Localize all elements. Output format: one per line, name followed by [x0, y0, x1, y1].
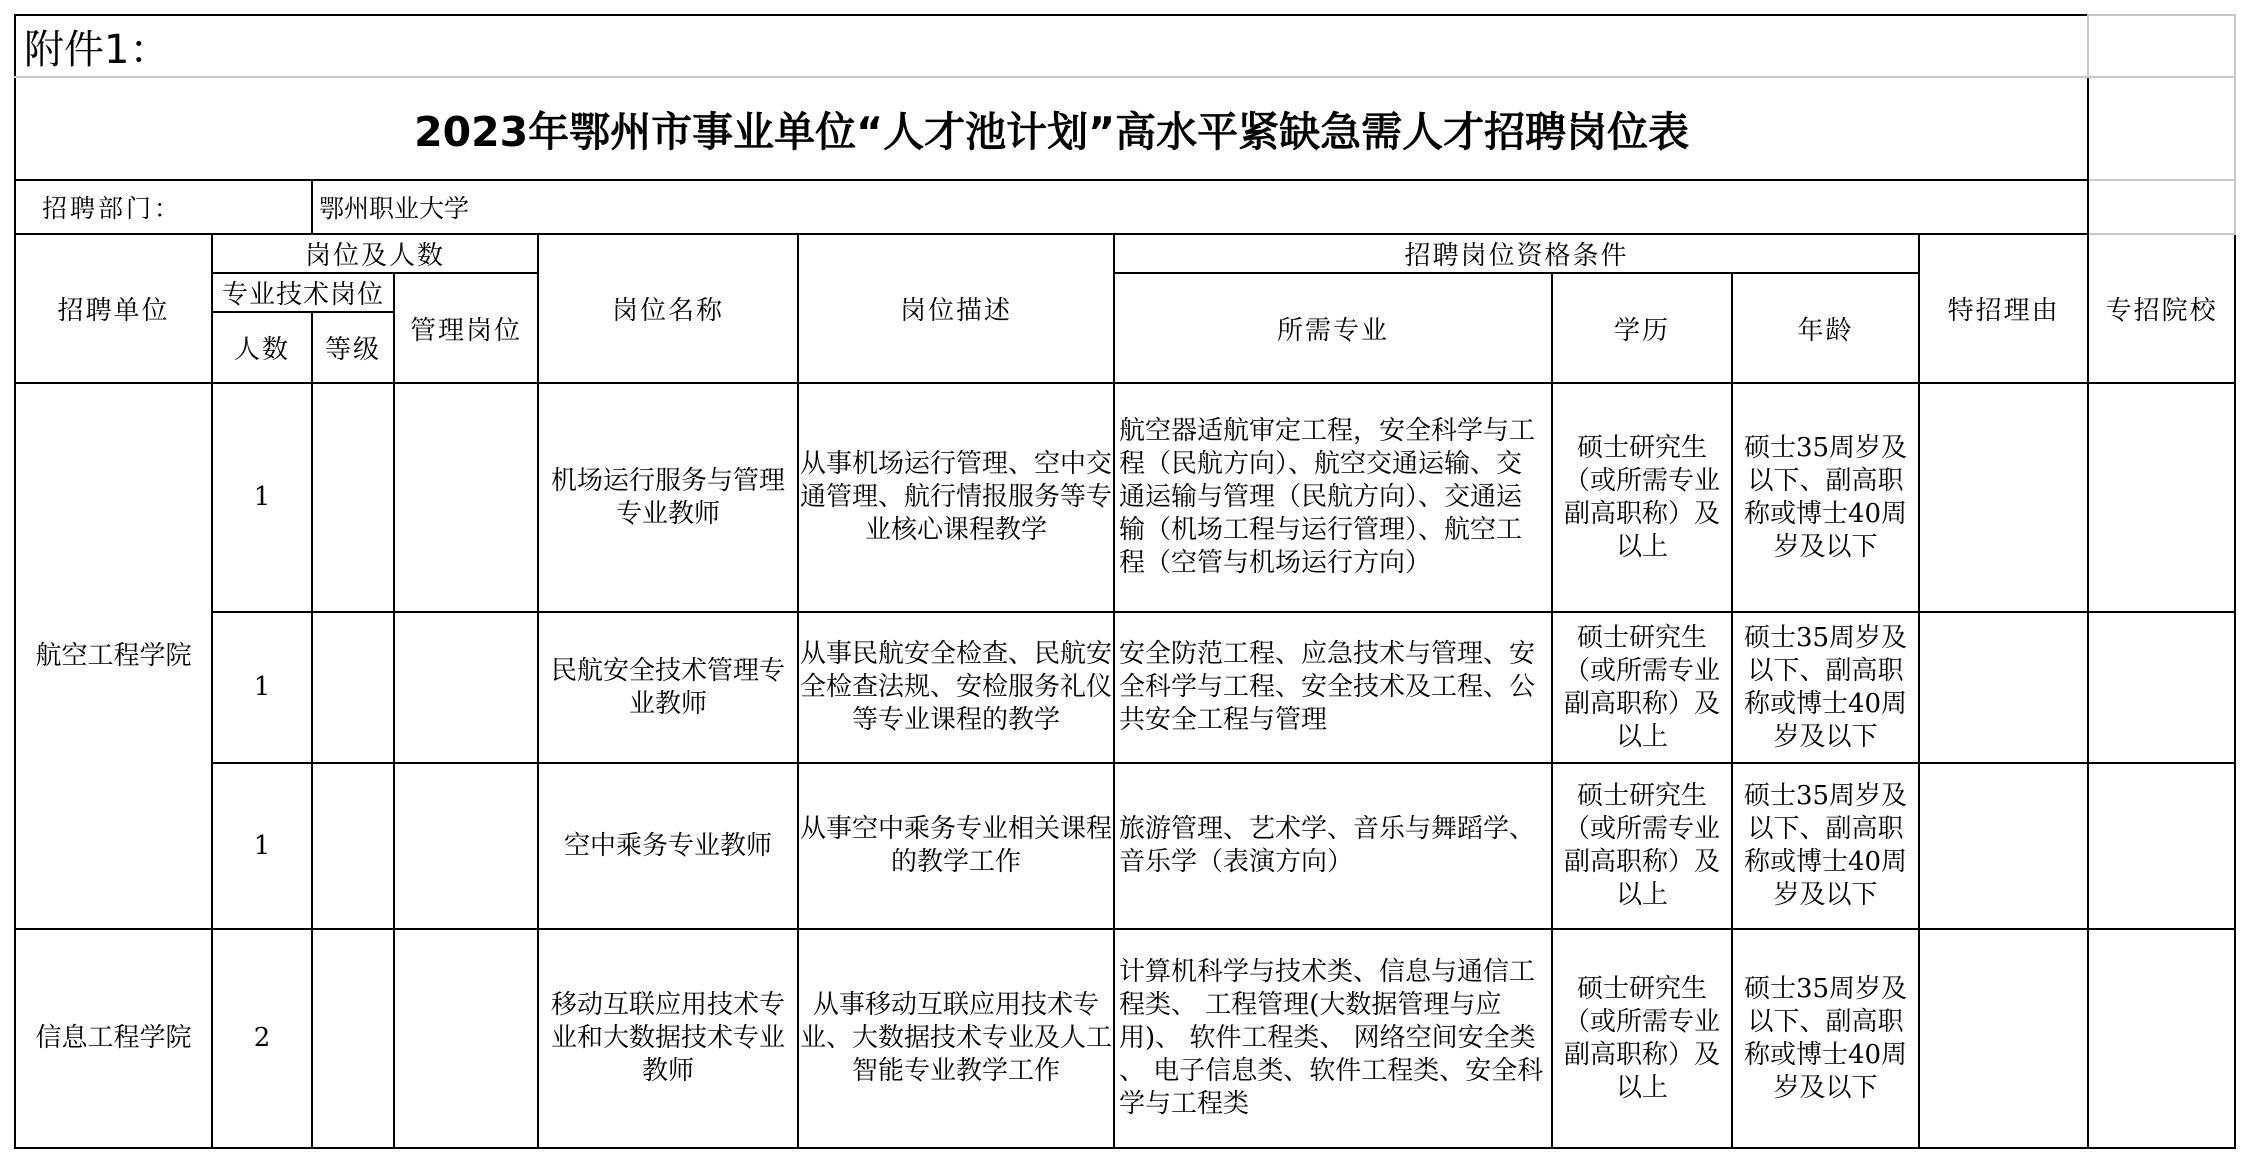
- age-cell: 硕士35周岁及以下、副高职称或博士40周岁及以下: [1732, 383, 1919, 612]
- header-major: 所需专业: [1114, 273, 1552, 383]
- grade-cell: [312, 929, 394, 1148]
- grade-cell: [312, 383, 394, 612]
- age-cell: 硕士35周岁及以下、副高职称或博士40周岁及以下: [1732, 763, 1919, 929]
- description-cell: 从事民航安全检查、民航安全检查法规、安检服务礼仪等专业课程的教学: [798, 612, 1114, 763]
- header-grade: 等级: [312, 312, 394, 383]
- special-reason-cell: [1919, 929, 2088, 1148]
- target-universities-cell: [2088, 383, 2235, 612]
- post-name-cell: 机场运行服务与管理专业教师: [538, 383, 798, 612]
- major-cell: 旅游管理、艺术学、音乐与舞蹈学、音乐学（表演方向）: [1114, 763, 1552, 929]
- management-cell: [394, 383, 538, 612]
- target-universities-cell: [2088, 612, 2235, 763]
- header-professional-tech-post: 专业技术岗位: [212, 273, 394, 312]
- target-universities-cell: [2088, 763, 2235, 929]
- header-count: 人数: [212, 312, 312, 383]
- major-cell: 安全防范工程、应急技术与管理、安全科学与工程、安全技术及工程、公共安全工程与管理: [1114, 612, 1552, 763]
- education-cell: 硕士研究生（或所需专业副高职称）及以上: [1552, 763, 1732, 929]
- post-name-cell: 移动互联应用技术专业和大数据技术专业教师: [538, 929, 798, 1148]
- header-positions-and-count: 岗位及人数: [212, 234, 538, 273]
- grade-cell: [312, 612, 394, 763]
- education-cell: 硕士研究生（或所需专业副高职称）及以上: [1552, 612, 1732, 763]
- special-reason-cell: [1919, 612, 2088, 763]
- header-age: 年龄: [1732, 273, 1919, 383]
- description-cell: 从事机场运行管理、空中交通管理、航行情报服务等专业核心课程教学: [798, 383, 1114, 612]
- header-post-description: 岗位描述: [798, 234, 1114, 383]
- major-cell: 航空器适航审定工程，安全科学与工程（民航方向）、航空交通运输、交通运输与管理（民航方向）、交通运输（机场工程与运行管理）、航空工程（空管与机场运行方向）: [1114, 383, 1552, 612]
- major-cell: 计算机科学与技术类、信息与通信工程类、 工程管理(大数据管理与应用)、 软件工程类、 网络空间安全类 、 电子信息类、软件工程类、安全科学与工程类: [1114, 929, 1552, 1148]
- count-cell: 1: [212, 612, 312, 763]
- header-post-name: 岗位名称: [538, 234, 798, 383]
- header-special-reason: 特招理由: [1919, 234, 2088, 383]
- age-cell: 硕士35周岁及以下、副高职称或博士40周岁及以下: [1732, 612, 1919, 763]
- target-universities-cell: [2088, 929, 2235, 1148]
- special-reason-cell: [1919, 383, 2088, 612]
- grade-cell: [312, 763, 394, 929]
- age-cell: 硕士35周岁及以下、副高职称或博士40周岁及以下: [1732, 929, 1919, 1148]
- page-title: 2023年鄂州市事业单位“人才池计划”高水平紧缺急需人才招聘岗位表: [15, 77, 2088, 180]
- recruitment-table: [14, 14, 2236, 1149]
- unit-cell: 信息工程学院: [15, 929, 212, 1148]
- management-cell: [394, 929, 538, 1148]
- header-target-universities: 专招院校: [2088, 234, 2235, 383]
- special-reason-cell: [1919, 763, 2088, 929]
- header-qualifications: 招聘岗位资格条件: [1114, 234, 1919, 273]
- empty-cell: [2088, 77, 2235, 180]
- description-cell: 从事空中乘务专业相关课程的教学工作: [798, 763, 1114, 929]
- education-cell: 硕士研究生（或所需专业副高职称）及以上: [1552, 929, 1732, 1148]
- empty-cell: [2088, 15, 2235, 77]
- header-unit: 招聘单位: [15, 234, 212, 383]
- count-cell: 2: [212, 929, 312, 1148]
- header-education: 学历: [1552, 273, 1732, 383]
- department-name: 鄂州职业大学: [312, 180, 2088, 234]
- description-cell: 从事移动互联应用技术专业、大数据技术专业及人工智能专业教学工作: [798, 929, 1114, 1148]
- unit-cell: 航空工程学院: [15, 383, 212, 929]
- count-cell: 1: [212, 763, 312, 929]
- department-label: 招聘部门：: [15, 180, 312, 234]
- empty-cell: [2088, 180, 2235, 234]
- post-name-cell: 民航安全技术管理专业教师: [538, 612, 798, 763]
- count-cell: 1: [212, 383, 312, 612]
- annex-label: 附件1：: [15, 15, 2088, 77]
- education-cell: 硕士研究生（或所需专业副高职称）及以上: [1552, 383, 1732, 612]
- header-management-post: 管理岗位: [394, 273, 538, 383]
- management-cell: [394, 612, 538, 763]
- management-cell: [394, 763, 538, 929]
- post-name-cell: 空中乘务专业教师: [538, 763, 798, 929]
